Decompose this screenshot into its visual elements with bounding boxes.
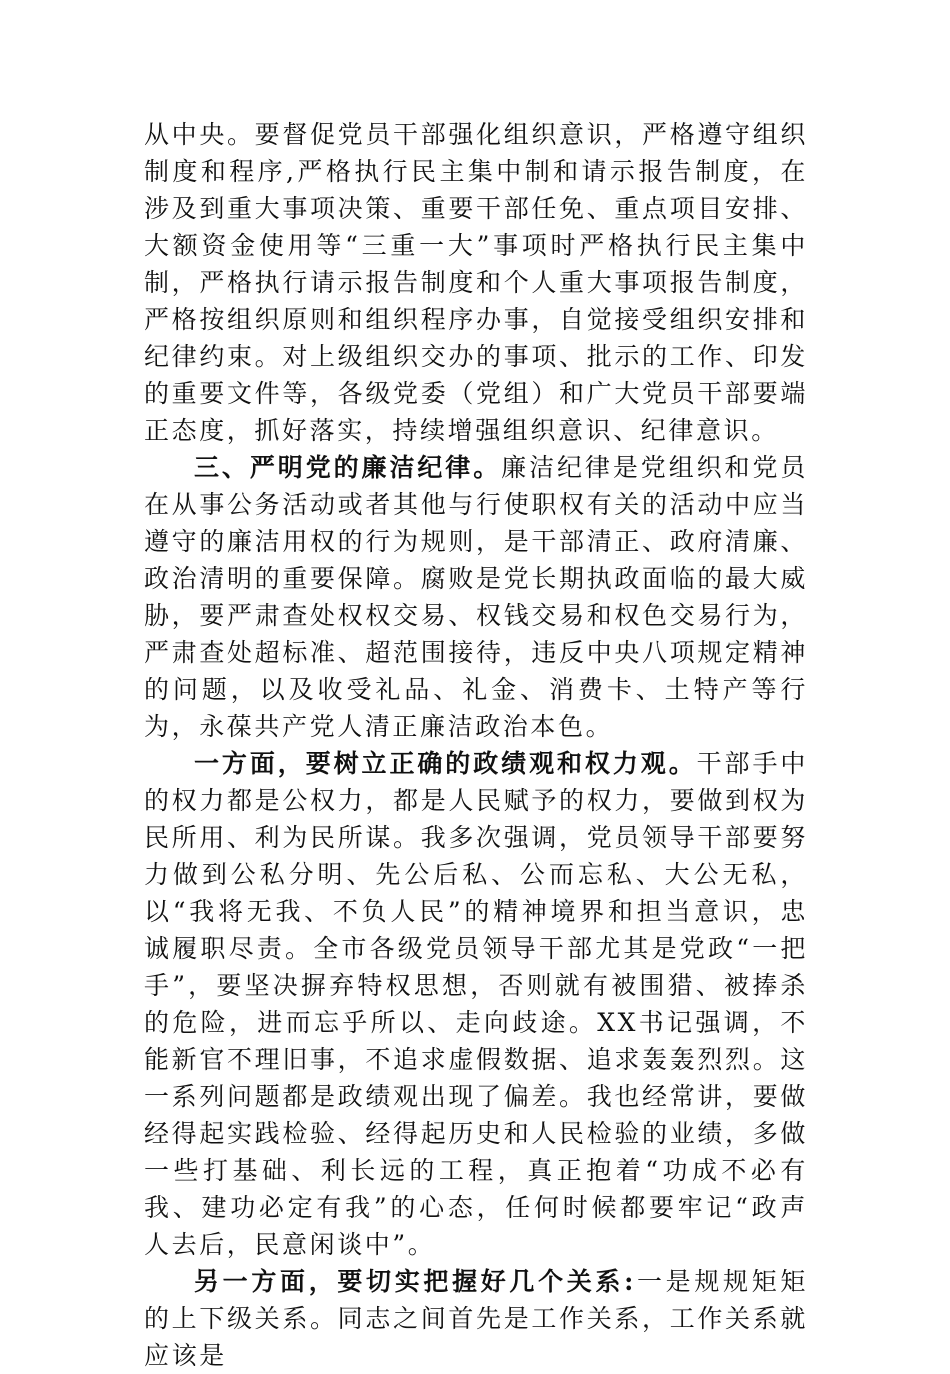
paragraph-lead: 一方面，要树立正确的政绩观和权力观。 [194, 749, 697, 778]
paragraph-section-three [144, 449, 808, 745]
paragraph-text: 干部手中的权力都是公权力，都是人民赋予的权力，要做到权为民所用、利为民所谋。我多次强调，党员领导干部要努力做到公私分明、先公后私、公而忘私、大公无私，以“我将无我、不负人民”的精神境界和担当意识，忠诚履职尽责。全市各级党员领导干部尤其是党政“一把手”，要坚决摒弃特权思想，否则就有被围猎、被捧杀的危险，进而忘乎所以、走向歧途。XX书记强调，不能新官不理旧事，不追求虚假数据、追求轰轰烈烈。这一系列问题都是政绩观出现了偏差。我也经常讲，要做经得起实践检验、经得起历史和人民检验的业绩，多做一些打基础、利长远的工程，真正抱着“功成不必有我、建功必定有我”的心态，任何时候都要牢记“政声人去后，民意闲谈中”。 [144, 749, 808, 1259]
paragraph-text: 从中央。要督促党员干部强化组织意识，严格遵守组织制度和程序,严格执行民主集中制和请示报告制度，在涉及到重大事项决策、重要干部任免、重点项目安排、大额资金使用等“三重一大”事项时严格执行民主集中制，严格执行请示报告制度和个人重大事项报告制度，严格按组织原则和组织程序办事，自觉接受组织安排和纪律约束。对上级组织交办的事项、批示的工作、印发的重要文件等，各级党委（党组）和广大党员干部要端正态度，抓好落实，持续增强组织意识、纪律意识。 [144, 120, 808, 445]
paragraph-text: 一是规规矩矩的上下级关系。同志之间首先是工作关系，工作关系就应该是 [144, 1267, 808, 1370]
section-heading: 三、严明党的廉洁纪律。 [194, 453, 502, 482]
paragraph-continuation [144, 116, 808, 449]
paragraph-lead: 另一方面，要切实把握好几个关系: [194, 1267, 636, 1296]
paragraph-text: 廉洁纪律是党组织和党员在从事公务活动或者其他与行使职权有关的活动中应当遵守的廉洁用权的行为规则，是干部清正、政府清廉、政治清明的重要保障。腐败是党长期执政面临的最大威胁，要严肃查处权权交易、权钱交易和权色交易行为，严肃查处超标准、超范围接待，违反中央八项规定精神的问题，以及收受礼品、礼金、消费卡、土特产等行为，永葆共产党人清正廉洁政治本色。 [144, 453, 808, 741]
paragraph-on-other-hand [144, 1263, 808, 1374]
document-body [144, 116, 808, 1374]
paragraph-on-one-hand [144, 745, 808, 1263]
